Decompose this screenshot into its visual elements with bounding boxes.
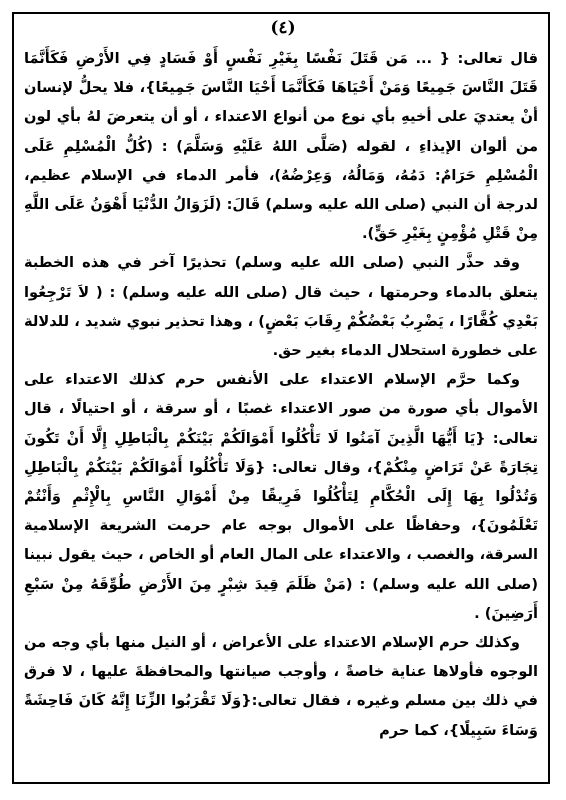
body-text	[24, 44, 538, 780]
paragraph-1: قال تعالى: { ... مَن قَتَلَ نَفْسًا بِغَيْرِ نَفْسٍ أَوْ فَسَادٍ فِي الأَرْضِ فَكَأَنَّمَا قَتَلَ النَّاسَ جَمِيعًا وَمَنْ أَحْيَاهَا فَكَأَنَّمَا أَحْيَا النَّاسَ جَمِيعًا}، فلا يحلُّ لإنسان أنْ يعتديَ على أخيهِ بأي نوع من أنواع الاعتداء ، أو أن يتعرضَ لهُ بأي لون من ألوان الإيذاءِ ، لقوله (صَلَّى اللهُ عَلَيْهِ وَسَلَّمَ) : (كُلُّ الْمُسْلِمِ عَلَى الْمُسْلِمِ حَرَامٌ: دَمُهُ، وَمَالُهُ، وَعِرْضُهُ)، فأمر الدماء في الإسلام عظيم، لدرجة أن النبي (صلى الله عليه وسلم) قَالَ: (لَزَوَالُ الدُّنْيَا أَهْوَنُ عَلَى اللَّهِ مِنْ قَتْلِ مُؤْمِنٍ بِغَيْرِ حَقٍّ).	[24, 50, 538, 243]
paragraph-3: وكما حرَّم الإسلام الاعتداء على الأنفس حرم كذلك الاعتداء على الأموال بأي صورة من صور الاعتداء غصبًا ، أو سرقة ، أو احتيالًا ، قال تعالى: {يَا أَيُّهَا الَّذِينَ آمَنُوا لَا تَأْكُلُوا أَمْوَالَكُمْ بَيْنَكُمْ بِالْبَاطِلِ إِلَّا أَنْ تَكُونَ تِجَارَةً عَنْ تَرَاضٍ مِنْكُمْ}، وقال تعالى: {وَلَا تَأْكُلُوا أَمْوَالَكُمْ بَيْنَكُمْ بِالْبَاطِلِ وَتُدْلُوا بِهَا إِلَى الْحُكَّامِ لِتَأْكُلُوا فَرِيقًا مِنْ أَمْوَالِ النَّاسِ بِالْإِثْمِ وَأَنْتُمْ تَعْلَمُونَ}، وحفاظًا على الأموال بوجه عام حرمت الشريعة الإسلامية السرقة، والغصب ، والاعتداء على المال العام أو الخاص ، حيث يقول نبينا (صلى الله عليه وسلم) : (مَنْ ظَلَمَ قِيدَ شِبْرٍ مِنَ الأَرْضِ طُوِّقَهُ مِنْ سَبْعِ أَرَضِينَ) .	[24, 371, 538, 622]
paragraph-2: وقد حذَّر النبي (صلى الله عليه وسلم) تحذيرًا آخر في هذه الخطبة يتعلق بالدماء وحرمتها ، حيث قال (صلى الله عليه وسلم) : ( لاَ تَرْجِعُوا بَعْدِي كُفَّارًا ، يَضْرِبُ بَعْضُكُمْ رِقَابَ بَعْضٍ) ، وهذا تحذير نبوي شديد ، للدلالة على خطورة استحلال الدماء بغير حق.	[24, 254, 538, 360]
paragraph-4: وكذلك حرم الإسلام الاعتداء على الأعراض ، أو النيل منها بأي وجه من الوجوه فأولاها عناية خاصةً ، وأوجب صيانتها والمحافظةَ عليها ، لا فرق في ذلك بين مسلم وغيره ، فقال تعالى:{وَلَا تَقْرَبُوا الزِّنَا إِنَّهُ كَانَ فَاحِشَةً وَسَاءَ سَبِيلًا}، كما حرم	[24, 634, 538, 739]
page-number: (٤)	[270, 18, 296, 38]
